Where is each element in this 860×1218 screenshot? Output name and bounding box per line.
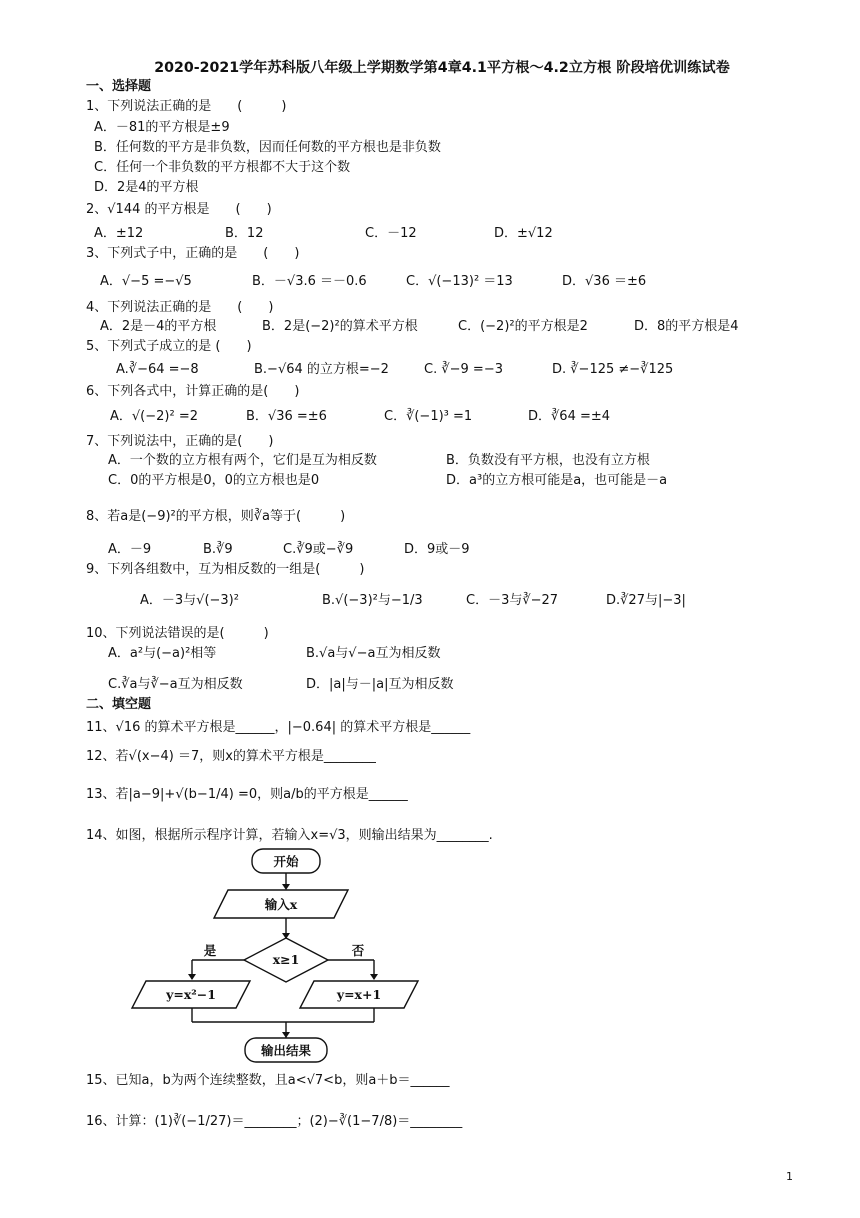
q2-option-d: D．±√12 — [494, 226, 553, 241]
q6-option-a: A．√(−2)² =2 — [110, 409, 198, 424]
q9-option-d: D.∛27与|−3| — [606, 593, 686, 608]
q10-option-a: A．a²与(−a)²相等 — [108, 646, 217, 661]
q1-option-c: C．任何一个非负数的平方根都不大于这个数 — [94, 160, 351, 175]
flow-yes-branch-label: y=x²−1 — [166, 987, 216, 1002]
q7-option-a: A．一个数的立方根有两个，它们是互为相反数 — [108, 453, 377, 468]
q6-option-c: C．∛(−1)³ =1 — [384, 409, 473, 424]
q7-option-d: D．a³的立方根可能是a，也可能是－a — [446, 473, 668, 488]
flow-condition-label: x≥1 — [272, 952, 300, 967]
flow-input-label: 输入x — [264, 897, 298, 912]
q2-option-a: A．±12 — [94, 226, 144, 241]
question-2-stem: 2、√144 的平方根是 ( ) — [86, 202, 272, 217]
question-14: 14、如图，根据所示程序计算，若输入x=√3，则输出结果为________. — [86, 828, 493, 843]
q4-option-a: A．2是－4的平方根 — [100, 319, 217, 334]
question-9-stem: 9、下列各组数中，互为相反数的一组是( ) — [86, 562, 365, 577]
document-title: 2020-2021学年苏科版八年级上学期数学第4章4.1平方根～4.2立方根 阶段培优训练试卷 — [154, 60, 730, 76]
q8-option-d: D．9或－9 — [404, 542, 470, 557]
q10-option-d: D．|a|与－|a|互为相反数 — [306, 677, 454, 692]
section-fill-heading: 二、填空题 — [86, 697, 152, 712]
q9-option-a: A．－3与√(−3)² — [140, 593, 239, 608]
flow-no-label: 否 — [351, 943, 365, 958]
question-7-stem: 7、下列说法中，正确的是( ) — [86, 434, 274, 449]
q6-option-b: B．√36 =±6 — [246, 409, 327, 424]
program-flowchart — [120, 846, 520, 1068]
section-choice-heading: 一、选择题 — [86, 79, 152, 94]
q8-option-b: B.∛9 — [203, 542, 233, 557]
question-5-stem: 5、下列式子成立的是 ( ) — [86, 339, 252, 354]
question-11: 11、√16 的算术平方根是______，|−0.64| 的算术平方根是______ — [86, 720, 471, 735]
question-3-stem: 3、下列式子中，正确的是 ( ) — [86, 246, 300, 261]
flow-start-label: 开始 — [273, 854, 299, 869]
q10-option-b: B.√a与√−a互为相反数 — [306, 646, 441, 661]
q3-option-c: C．√(−13)² ＝13 — [406, 274, 513, 289]
q5-option-d: D. ∛−125 ≠−∛125 — [552, 362, 674, 377]
question-15: 15、已知a，b为两个连续整数，且a<√7<b，则a＋b＝______ — [86, 1073, 450, 1088]
question-13: 13、若|a−9|+√(b−1/4) =0，则a/b的平方根是______ — [86, 787, 408, 802]
question-1-stem: 1、下列说法正确的是 ( ) — [86, 99, 287, 114]
q2-option-c: C．－12 — [365, 226, 417, 241]
flow-yes-label: 是 — [203, 943, 217, 958]
q9-option-b: B.√(−3)²与−1/3 — [322, 593, 423, 608]
q4-option-b: B．2是(−2)²的算术平方根 — [262, 319, 418, 334]
page-number: 1 — [786, 1170, 793, 1183]
q3-option-d: D．√36 ＝±6 — [562, 274, 647, 289]
question-8-stem: 8、若a是(−9)²的平方根，则∛a等于( ) — [86, 509, 346, 524]
q1-option-b: B．任何数的平方是非负数，因而任何数的平方根也是非负数 — [94, 140, 441, 155]
q5-option-c: C. ∛−9 =−3 — [424, 362, 503, 377]
flow-output-label: 输出结果 — [260, 1043, 312, 1058]
q5-option-b: B.−√64 的立方根=−2 — [254, 362, 389, 377]
q8-option-a: A．－9 — [108, 542, 152, 557]
q1-option-d: D．2是4的平方根 — [94, 180, 199, 195]
q6-option-d: D．∛64 =±4 — [528, 409, 611, 424]
q3-option-a: A．√−5 =−√5 — [100, 274, 192, 289]
question-4-stem: 4、下列说法正确的是 ( ) — [86, 300, 274, 315]
flow-no-branch-label: y=x+1 — [336, 987, 382, 1002]
q5-option-a: A.∛−64 =−8 — [116, 362, 199, 377]
question-12: 12、若√(x−4) ＝7，则x的算术平方根是________ — [86, 749, 376, 764]
q4-option-d: D．8的平方根是4 — [634, 319, 739, 334]
q4-option-c: C．(−2)²的平方根是2 — [458, 319, 588, 334]
q10-option-c: C.∛a与∛−a互为相反数 — [108, 677, 243, 692]
question-16: 16、计算：(1)∛(−1/27)＝________；(2)−∛(1−7/8)＝________ — [86, 1114, 463, 1129]
q1-option-a: A．－81的平方根是±9 — [94, 120, 230, 135]
q2-option-b: B．12 — [225, 226, 264, 241]
q7-option-c: C．0的平方根是0，0的立方根也是0 — [108, 473, 320, 488]
q7-option-b: B．负数没有平方根，也没有立方根 — [446, 453, 650, 468]
q9-option-c: C．－3与∛−27 — [466, 593, 559, 608]
question-10-stem: 10、下列说法错误的是( ) — [86, 626, 269, 641]
q8-option-c: C.∛9或−∛9 — [283, 542, 354, 557]
q3-option-b: B．－√3.6 ＝－0.6 — [252, 274, 367, 289]
question-6-stem: 6、下列各式中，计算正确的是( ) — [86, 384, 300, 399]
